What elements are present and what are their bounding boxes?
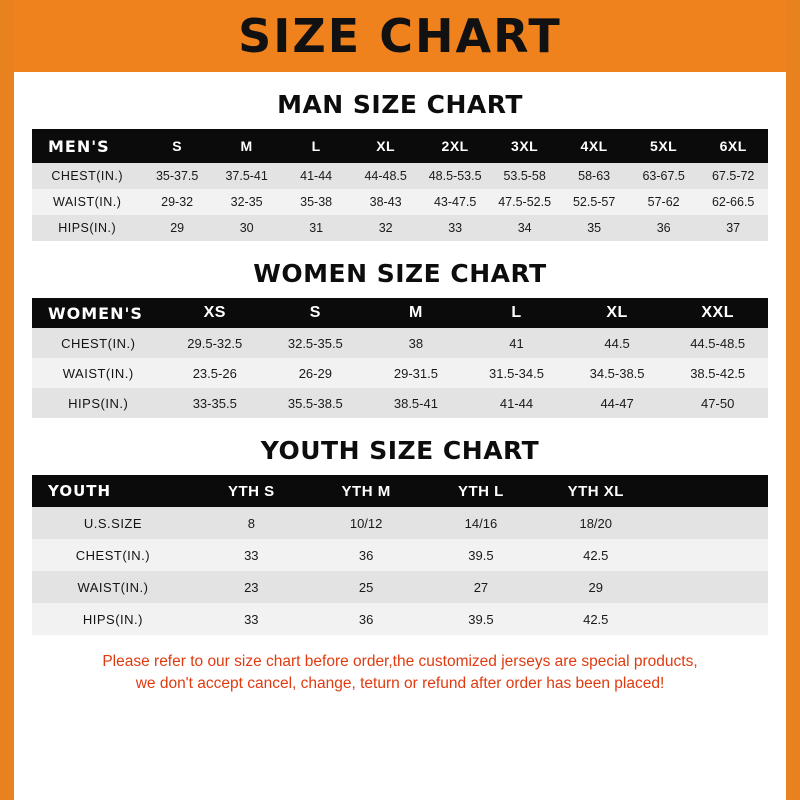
table-row <box>32 388 768 418</box>
women-size-table <box>32 298 768 418</box>
table-row <box>32 507 768 539</box>
cell: 41 <box>509 335 524 351</box>
cell: 53.5-58 <box>503 169 546 183</box>
cell: 67.5-72 <box>711 169 755 183</box>
col-header: XS <box>203 304 226 321</box>
col-header: S <box>172 138 183 154</box>
cell: 10/12 <box>349 515 383 531</box>
cell-empty <box>653 603 768 635</box>
col-header: M <box>240 138 253 154</box>
footer-note-line-1: Please refer to our size chart before order,the customized jerseys are special products, <box>102 653 698 670</box>
cell: 44-47 <box>600 395 634 411</box>
col-header: YTH L <box>458 482 504 500</box>
col-header-women: WOMEN'S <box>48 303 143 323</box>
col-header: L <box>511 304 522 321</box>
cell: 38-43 <box>369 195 402 209</box>
cell: 26-29 <box>298 365 332 381</box>
cell: 30 <box>239 221 254 235</box>
cell: 23.5-26 <box>192 365 237 381</box>
cell: 57-62 <box>647 195 680 209</box>
cell: 29.5-32.5 <box>187 335 243 351</box>
col-header: S <box>309 304 321 321</box>
col-header: YTH S <box>227 482 275 500</box>
cell: 29-31.5 <box>393 365 438 381</box>
cell: 29 <box>170 221 185 235</box>
cell: 18/20 <box>579 515 613 531</box>
cell: 25 <box>358 579 374 595</box>
table-header-row <box>32 475 768 507</box>
banner-title: SIZE CHART <box>238 9 562 63</box>
cell: 39.5 <box>468 611 494 627</box>
men-size-table <box>32 129 768 241</box>
cell-empty <box>653 539 768 571</box>
row-label: CHEST(IN.) <box>51 169 124 183</box>
banner <box>0 0 800 72</box>
cell: 14/16 <box>464 515 498 531</box>
cell: 35.5-38.5 <box>287 395 343 411</box>
col-header: 6XL <box>719 138 747 154</box>
cell: 62-66.5 <box>711 195 755 209</box>
col-header: YTH M <box>341 482 391 500</box>
row-label: CHEST(IN.) <box>75 547 151 563</box>
cell: 27 <box>473 579 489 595</box>
cell: 31.5-34.5 <box>489 365 544 381</box>
section-title-youth: YOUTH SIZE CHART <box>260 436 540 465</box>
footer-note <box>14 651 786 696</box>
cell: 32-35 <box>230 195 263 209</box>
cell: 33 <box>448 221 463 235</box>
row-label: WAIST(IN.) <box>62 365 134 381</box>
row-label: HIPS(IN.) <box>58 221 117 235</box>
cell: 36 <box>656 221 671 235</box>
cell: 42.5 <box>583 547 609 563</box>
col-header-men: MEN'S <box>48 136 110 156</box>
cell: 47-50 <box>701 395 735 411</box>
cell: 34 <box>517 221 532 235</box>
cell: 37 <box>726 221 741 235</box>
col-header: 3XL <box>511 138 539 154</box>
table-row <box>32 571 768 603</box>
cell: 44-48.5 <box>364 169 407 183</box>
col-header: 5XL <box>650 138 678 154</box>
cell: 36 <box>358 611 374 627</box>
cell: 33 <box>244 547 259 563</box>
youth-size-table <box>32 475 768 635</box>
row-label: WAIST(IN.) <box>52 195 122 209</box>
cell: 35-37.5 <box>155 169 199 183</box>
cell: 35-38 <box>300 195 333 209</box>
table-header-row <box>32 129 768 163</box>
women-table-wrap <box>14 298 786 418</box>
cell: 36 <box>358 547 374 563</box>
section-title-women: WOMEN SIZE CHART <box>253 259 547 288</box>
section-title-men: MAN SIZE CHART <box>277 90 523 119</box>
table-row <box>32 163 768 189</box>
cell: 44.5-48.5 <box>690 335 746 351</box>
cell: 32.5-35.5 <box>287 335 343 351</box>
cell: 29-32 <box>161 195 194 209</box>
cell: 38.5-42.5 <box>690 365 746 381</box>
cell: 43-47.5 <box>433 195 477 209</box>
table-header-row <box>32 298 768 328</box>
cell: 37.5-41 <box>225 169 268 183</box>
cell: 29 <box>588 579 603 595</box>
table-row <box>32 215 768 241</box>
col-header-empty <box>653 475 768 507</box>
cell: 42.5 <box>583 611 609 627</box>
cell: 44.5 <box>604 335 630 351</box>
cell: 38.5-41 <box>393 395 438 411</box>
cell: 47.5-52.5 <box>498 195 552 209</box>
row-label: HIPS(IN.) <box>82 611 144 627</box>
cell: 33-35.5 <box>192 395 237 411</box>
col-header: M <box>409 304 423 321</box>
cell: 63-67.5 <box>642 169 685 183</box>
table-row <box>32 603 768 635</box>
cell: 58-63 <box>578 169 611 183</box>
row-label: CHEST(IN.) <box>61 335 136 351</box>
cell: 35 <box>587 221 602 235</box>
col-header: YTH XL <box>567 482 624 500</box>
col-header: XL <box>376 138 396 154</box>
cell: 52.5-57 <box>572 195 616 209</box>
cell: 31 <box>309 221 324 235</box>
col-header-youth: YOUTH <box>48 482 112 500</box>
cell: 41-44 <box>499 395 534 411</box>
cell: 41-44 <box>300 169 333 183</box>
cell: 39.5 <box>468 547 494 563</box>
table-row <box>32 189 768 215</box>
table-row <box>32 328 768 358</box>
col-header: 4XL <box>580 138 608 154</box>
row-label: U.S.SIZE <box>83 515 143 531</box>
cell: 48.5-53.5 <box>428 169 482 183</box>
men-table-wrap <box>14 129 786 241</box>
col-header: XXL <box>701 304 734 321</box>
cell: 32 <box>378 221 393 235</box>
col-header: L <box>311 138 321 154</box>
row-label: WAIST(IN.) <box>77 579 149 595</box>
cell-empty <box>653 571 768 603</box>
youth-table-wrap <box>14 475 786 635</box>
cell: 38 <box>408 335 424 351</box>
table-row <box>32 358 768 388</box>
cell: 23 <box>244 579 259 595</box>
col-header: XL <box>606 304 628 321</box>
cell: 8 <box>247 515 255 531</box>
table-row <box>32 539 768 571</box>
cell: 34.5-38.5 <box>589 365 645 381</box>
footer-note-line-2: we don't accept cancel, change, teturn or refund after order has been placed! <box>135 675 665 693</box>
cell: 33 <box>244 611 259 627</box>
row-label: HIPS(IN.) <box>68 395 129 411</box>
col-header: 2XL <box>441 138 469 154</box>
cell-empty <box>653 507 768 539</box>
